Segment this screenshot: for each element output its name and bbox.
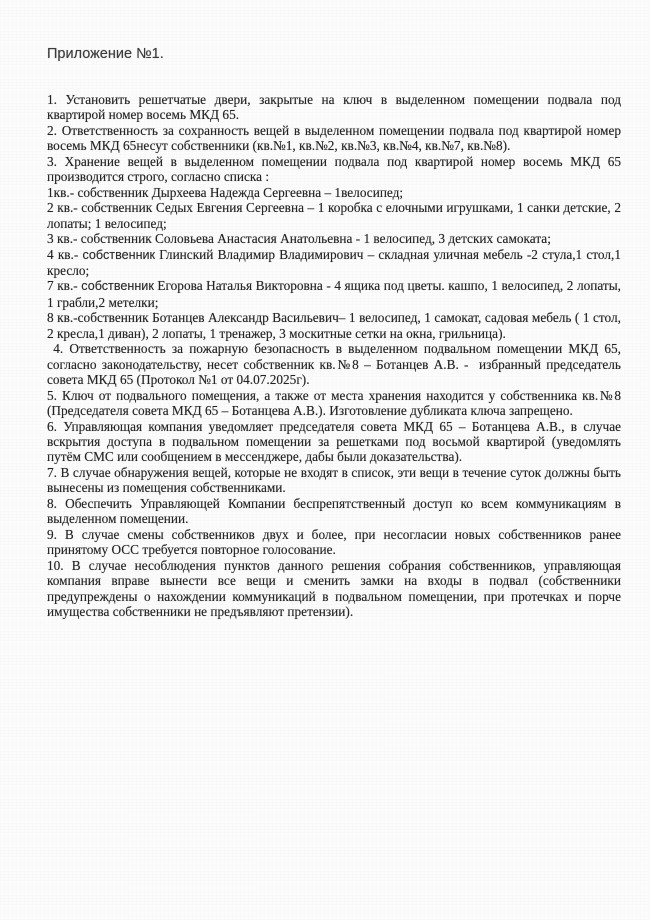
- apt4-number: 4 кв.-: [47, 246, 83, 262]
- clause-3: 3. Хранение вещей в выделенном помещении подвала под квартирой номер восемь МКД 65 производится строго, согласно списка :: [47, 153, 625, 185]
- storage-list-item-apt8: 8 кв.-собственник Ботанцев Александр Васильевич– 1 велосипед, 1 самокат, садовая мебель ( 1 стол, 2 кресла,1 диван), 2 лопаты, 1 тренажер, 3 москитные сетки на окна, грильница).: [47, 310, 625, 341]
- clause-10: 10. В случае несоблюдения пунктов данного решения собрания собственников, управляющая компания вправе вынести все вещи и сменить замки на входы в подвал (собственники предупреждены о нахождении коммуникаций в подвальном помещении, при протечках и порче имущества собственники не предъявляют претензии).: [47, 557, 625, 619]
- clause-5: 5. Ключ от подвального помещения, а также от места хранения находится у собственника кв.№8 (Председателя совета МКД 65 – Ботанцева А.В.). Изготовление дубликата ключа запрещено.: [47, 387, 625, 419]
- apt4-owner-label: собственник: [82, 247, 156, 262]
- clause-2: 2. Ответственность за сохранность вещей в выделенном помещении подвала под квартирой номер восемь МКД 65несут собственники (кв.№1, кв.№2, кв.№3, кв.№4, кв.№7, кв.№8).: [47, 122, 625, 154]
- clause-7: 7. В случае обнаружения вещей, которые не входят в список, эти вещи в течение суток должны быть вынесены из помещения собственниками.: [47, 464, 625, 496]
- document-body: [47, 92, 625, 619]
- clause-6: 6. Управляющая компания уведомляет председателя совета МКД 65 – Ботанцева А.В., в случае вскрытия доступа в подвальном помещении за решетками под восьмой квартирой (уведомлять путём СМС или сообщением в мессенджере, дабы были доказательства).: [47, 418, 625, 465]
- clause-9: 9. В случае смены собственников двух и более, при несогласии новых собственников ранее принятому ОСС требуется повторное голосование.: [47, 526, 625, 558]
- clause-1: 1. Установить решетчатые двери, закрытые на ключ в выделенном помещении подвала под квартирой номер восемь МКД 65.: [47, 92, 625, 123]
- storage-list-item-apt3: 3 кв.- собственник Соловьева Анастасия Анатольевна - 1 велосипед, 3 детских самоката;: [47, 231, 551, 247]
- apt4-items: Глинский Владимир Владимирович – складная уличная мебель -2 стула,1 стол,1 кресло;: [47, 246, 625, 278]
- storage-list-item-apt4: [47, 246, 625, 279]
- clause-4: 4. Ответственность за пожарную безопасность в выделенном подвальном помещении МКД 65, согласно законодательству, несет собственник кв.№8 – Ботанцев А.В. - избранный председатель совета МКД 65 (Протокол №1 от 04.07.2025г).: [47, 341, 625, 388]
- appendix-title: Приложение №1.: [47, 46, 164, 62]
- storage-list-item-apt1: 1кв.- собственник Дырхеева Надежда Сергеевна – 1велосипед;: [47, 184, 404, 200]
- storage-list-item-apt2: 2 кв.- собственник Седых Евгения Сергеевна – 1 коробка с елочными игрушками, 1 санки детские, 2 лопаты; 1 велосипед;: [47, 200, 625, 231]
- apt7-owner-label: собственник: [81, 279, 154, 294]
- apt7-number: 7 кв.-: [47, 278, 82, 294]
- clause-8: 8. Обеспечить Управляющей Компании беспрепятственный доступ ко всем коммуникациям в выделенном помещении.: [47, 495, 625, 527]
- apt7-items: Егорова Наталья Викторовна - 4 ящика под цветы. кашпо, 1 велосипед, 2 лопаты, 1 грабли,2 метелки;: [47, 278, 625, 310]
- storage-list-item-apt7: [47, 278, 625, 310]
